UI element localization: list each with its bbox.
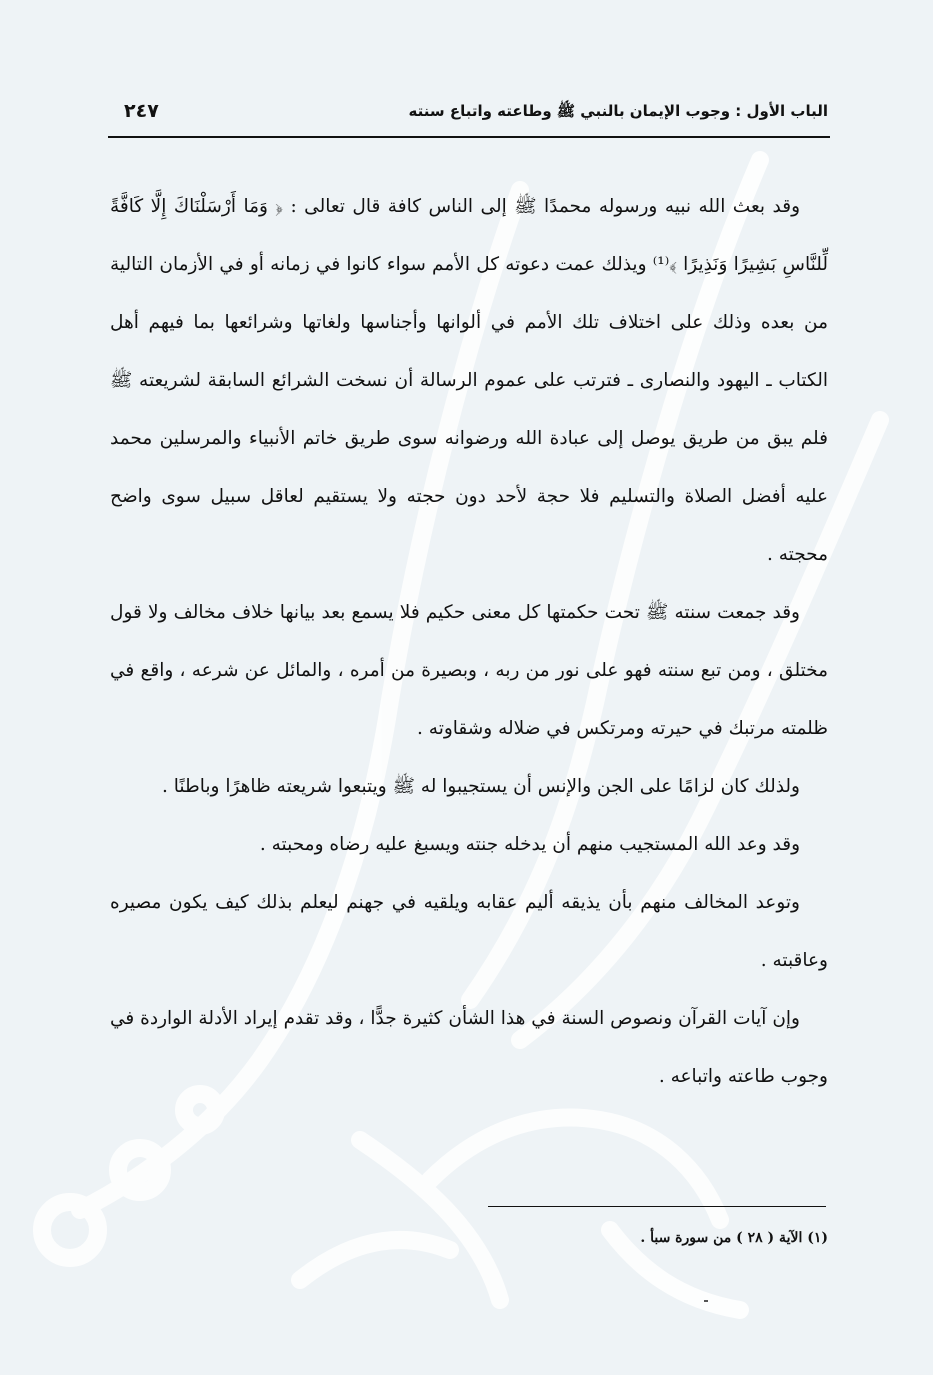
header-divider [108,136,830,138]
running-title: الباب الأول : وجوب الإيمان بالنبي ﷺ وطاعته واتباع سنته [408,102,828,120]
page-mark [704,1300,708,1302]
paragraph: وقد جمعت سنته ﷺ تحت حكمتها كل معنى حكيم فلا يسمع بعد بيانها خلاف مخالف ولا قول مختلق ، ومن تبع سنته فهو على نور من ربه ، وبصيرة من أمره ، والمائل عن شرعه ، واقع في ظلمته مرتبك في حيرته ومرتكس في ضلاله وشقاوته . [110,602,828,739]
paragraph: وقد وعد الله المستجيب منهم أن يدخله جنته ويسبغ عليه رضاه ومحبته . [259,834,800,855]
page-header [108,100,828,132]
main-text [110,178,828,1106]
paragraph: وإن آيات القرآن ونصوص السنة في هذا الشأن كثيرة جدًّا ، وقد تقدم إيراد الأدلة الواردة في وجوب طاعته واتباعه . [110,1008,828,1087]
paragraph: ولذلك كان لزامًا على الجن والإنس أن يستجيبوا له ﷺ ويتبعوا شريعته ظاهرًا وباطنًا . [162,776,800,797]
paragraph: وتوعد المخالف منهم بأن يذيقه أليم عقابه ويلقيه في جهنم ليعلم بذلك كيف يكون مصيره وعاقبته . [110,892,828,971]
page-number: ٢٤٧ [124,100,159,122]
paragraph: وقد بعث الله نبيه ورسوله محمدًا ﷺ إلى الناس كافة قال تعالى : ﴿ وَمَا أَرْسَلْنَاكَ إِلَّا كَافَّةً لِّلنَّاسِ بَشِيرًا وَنَذِيرًا ﴾⁽¹⁾ ويذلك عمت دعوته كل الأمم سواء كانوا في زمانه أو في الأزمان التالية من بعده وذلك على اختلاف تلك الأمم في ألوانها وأجناسها ولغاتها وشرائعها بما فيهم أهل الكتاب ـ اليهود والنصارى ـ فترتب على عموم الرسالة أن نسخت الشرائع السابقة لشريعته ﷺ فلم يبق من طريق يوصل إلى عبادة الله ورضوانه سوى طريق خاتم الأنبياء والمرسلين محمد عليه أفضل الصلاة والتسليم فلا حجة لأحد دون حجته ولا يستقيم لعاقل سبيل سوى واضح محجته . [110,196,828,565]
footnote: (١) الآية ( ٢٨ ) من سورة سبأ . [640,1230,828,1246]
footnote-divider [488,1206,826,1207]
